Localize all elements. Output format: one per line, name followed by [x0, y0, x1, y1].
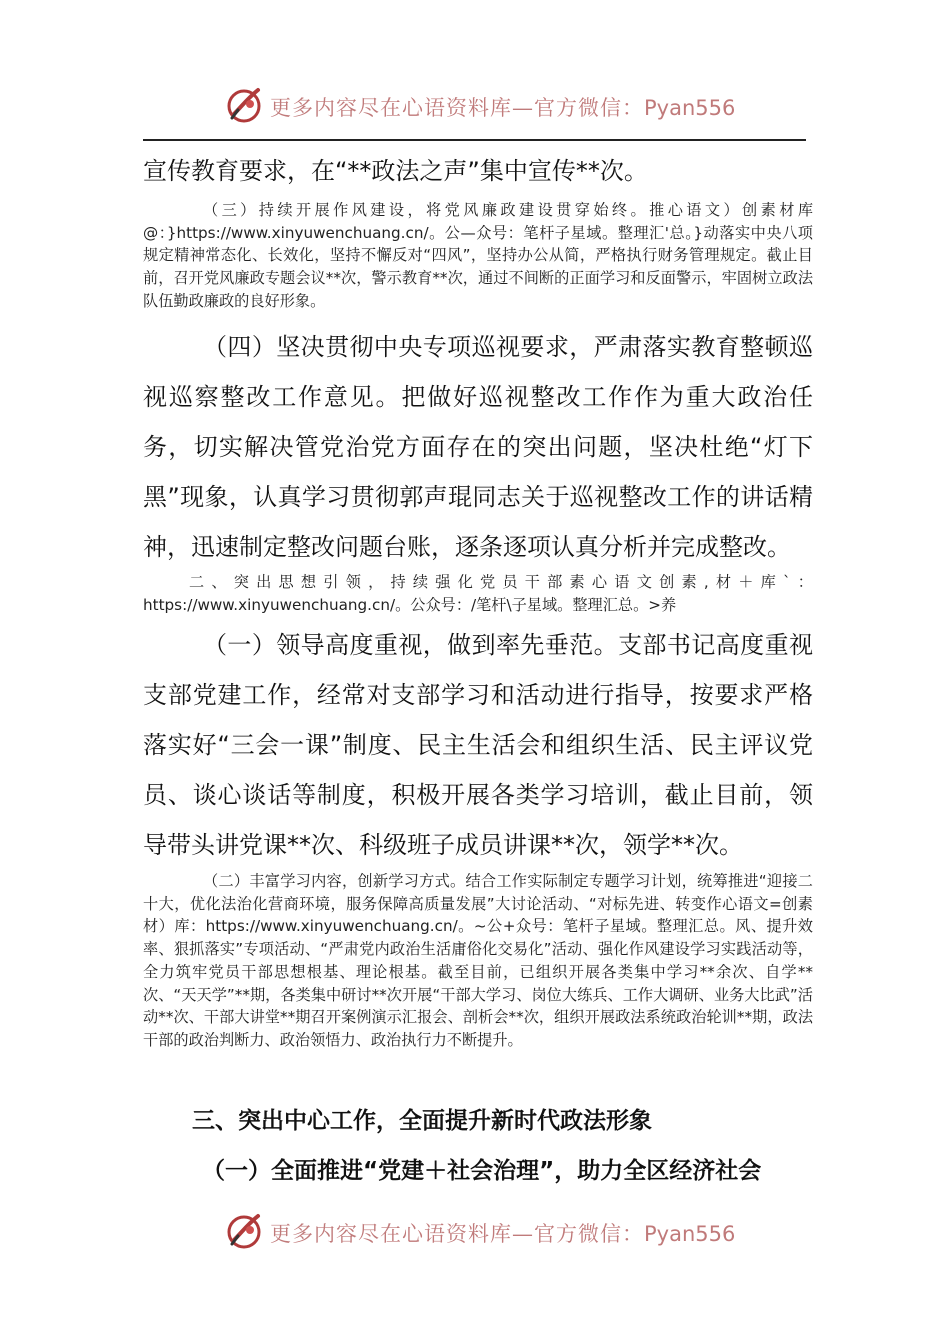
footer-watermark-banner: [0, 1210, 950, 1254]
paragraph-6: （二）丰富学习内容，创新学习方式。结合工作实际制定专题学习计划，统筹推进“迎接二十大，优化法治化营商环境，服务保障高质量发展”大讨论活动、“对标先进、转变作心语文=创素材）库：https://www.xinyuwenchuang.cn/。~公+众号：笔杆子星域。整理汇总。风、提升效率、狠抓落实”专项活动、“严肃党内政治生活庸俗化交易化”活动、强化作风建设学习实践活动等，全力筑牢党员干部思想根基、理论根基。截至目前，已组织开展各类集中学习**余次、自学**次、“天天学”**期，各类集中研讨**次开展“干部大学习、岗位大练兵、工作大调研、业务大比武”活动**次、干部大讲堂**期召开案例演示汇报会、剖析会**次，组织开展政法系统政治轮训**期，政法干部的政治判断力、政治领悟力、政治执行力不断提升。: [143, 872, 813, 1049]
paragraph-1: 宣传教育要求，在“**政法之声”集中宣传**次。: [143, 157, 648, 185]
watermark-text: 更多内容尽在心语资料库—官方微信：Pyan556: [270, 1222, 736, 1246]
paragraph-4: 二、突出思想引领，持续强化党员干部素心语文创素,材＋库`：https://www.xinyuwenchuang.cn/。公众号：/笔杆\子星域。整理汇总。>养: [143, 573, 813, 614]
section-heading-3: 三、突出中心工作，全面提升新时代政法形象: [192, 1108, 652, 1134]
paragraph-2: （三）持续开展作风建设，将党风廉政建设贯穿始终。推心语文）创素材库@：}https://www.xinyuwenchuang.cn/。公—众号：笔杆子星域。整理汇'总。}动落实中央八项规定精神常态化、长效化，坚持不懈反对“四风”，坚持办公从简，严格执行财务管理规定。截止目前，召开党风廉政专题会议**次，警示教育**次，通过不间断的正面学习和反面警示，牢固树立政法队伍勤政廉政的良好形象。: [143, 201, 813, 310]
subsection-heading: （一）全面推进“党建＋社会治理”，助力全区经济社会: [202, 1158, 762, 1184]
paragraph-5: （一）领导高度重视，做到率先垂范。支部书记高度重视支部党建工作，经常对支部学习和活动进行指导，按要求严格落实好“三会一课”制度、民主生活会和组织生活、民主评议党员、谈心谈话等制度，积极开展各类学习培训，截止目前，领导带头讲党课**次、科级班子成员讲课**次，领学**次。: [143, 631, 813, 859]
paragraph-3: （四）坚决贯彻中央专项巡视要求，严肃落实教育整顿巡视巡察整改工作意见。把做好巡视整改工作作为重大政治任务，切实解决管党治党方面存在的突出问题，坚决杜绝“灯下黑”现象，认真学习贯彻郭声琨同志关于巡视整改工作的讲话精神，迅速制定整改问题台账，逐条逐项认真分析并完成整改。: [143, 333, 813, 561]
watermark-text: 更多内容尽在心语资料库—官方微信：Pyan556: [270, 96, 736, 120]
brush-logo-icon: [224, 1210, 268, 1254]
